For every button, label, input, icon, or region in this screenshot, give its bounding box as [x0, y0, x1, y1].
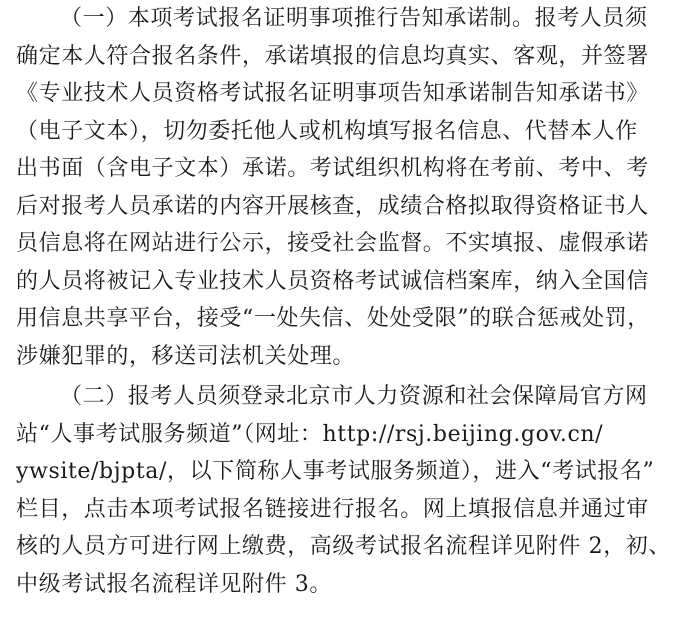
paragraph-line: （电子文本），切勿委托他人或机构填写报名信息、代替本人作	[16, 118, 638, 144]
paragraph-line: 核的人员方可进行网上缴费，高级考试报名流程详见附件 2，初、	[16, 534, 671, 559]
paragraph-line: 后对报考人员承诺的内容开展核查，成绩合格拟取得资格证书人	[16, 193, 649, 219]
paragraph-line: 《专业技术人员资格考试报名证明事项告知承诺制告知承诺书》	[16, 81, 649, 106]
paragraph-line-with-url: ywsite/bjpta/，以下简称人事考试服务频道），进入“考试报名”	[16, 459, 655, 484]
document-body	[16, 0, 680, 603]
paragraph-line: （一）本项考试报名证明事项推行告知承诺制。报考人员须	[60, 6, 648, 31]
paragraph-line: 涉嫌犯罪的，移送司法机关处理。	[16, 343, 356, 369]
paragraph-line: （二）报考人员须登录北京市人力资源和社会保障局官方网	[60, 384, 648, 409]
paragraph-line: 的人员将被记入专业技术人员资格考试诚信档案库，纳入全国信	[16, 268, 649, 294]
paragraph-commitment-system	[16, 0, 680, 375]
paragraph-line: 中级考试报名流程详见附件 3。	[16, 571, 332, 597]
paragraph-line-with-url: 站“人事考试服务频道”（网址：http://rsj.beijing.gov.cn/	[16, 421, 604, 447]
paragraph-line: 员信息将在网站进行公示，接受社会监督。不实填报、虚假承诺	[16, 231, 649, 256]
paragraph-line: 出书面（含电子文本）承诺。考试组织机构将在考前、考中、考	[16, 156, 649, 181]
paragraph-line: 栏目，点击本项考试报名链接进行报名。网上填报信息并通过审	[16, 496, 649, 522]
paragraph-line: 用信息共享平台，接受“一处失信、处处受限”的联合惩戒处罚，	[16, 306, 650, 331]
paragraph-online-registration	[16, 378, 680, 603]
paragraph-line: 确定本人符合报名条件，承诺填报的信息均真实、客观，并签署	[16, 43, 649, 69]
